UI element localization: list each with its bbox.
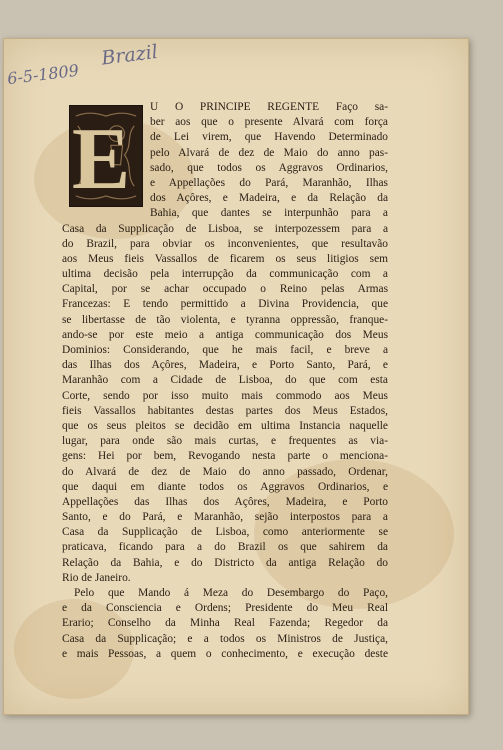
text-line: Bahia, que dantes se interpunhão para a (150, 207, 388, 220)
text-line: praticava, ficando para a do Brazil os que sahirem da (62, 541, 388, 554)
text-line: do Brazil, para obviar os inconvenientes, que resultavão (62, 237, 388, 250)
text-line: e da Consciencia e Ordens; Presidente do Meu Real (62, 602, 388, 615)
text-line: e Appellações do Pará, Maranhão, Ilhas (150, 176, 388, 189)
text-line: fieis Vassallos habitantes destas partes dos Meus Estados, (62, 404, 388, 417)
text-line: que daqui em diante todos os Aggravos Ordinarios, e (62, 480, 388, 493)
handwritten-date: 6-5-1809 (6, 60, 80, 89)
text-line: do Alvará de dez de Maio do anno passado, Ordenar, (62, 465, 388, 478)
text-line: Casa da Supplicação; e a todos os Ministros de Justiça, (62, 632, 388, 645)
text-line: ando-se por este meio a antiga communicação dos Meus (62, 328, 388, 341)
text-line: ultima decisão pela interrupção da communicação com a (62, 268, 388, 281)
handwritten-name: Brazil (100, 40, 160, 70)
text-line: Capital, por se achar occupado o Reino pelas Armas (62, 283, 388, 296)
text-line: das Ilhas dos Açôres, Madeira, e Porto Santo, Pará, e (62, 359, 388, 372)
text-line: ber aos que o presente Alvará com força (150, 116, 388, 129)
document-body (62, 100, 388, 662)
text-line: Maranhão com a Cidade de Lisboa, do que com esta (62, 374, 388, 387)
text-line: dos Açôres, e Madeira, e da Relação da (150, 192, 388, 205)
initial-letter: E (71, 110, 131, 206)
text-line: aos Meus fieis Vassallos de ficarem os seus litigios sem (62, 252, 388, 265)
text-line: que os seus pleitos se decidão em ultima Instancia naquelle (62, 419, 388, 432)
text-line: se libertasse de tão violenta, e tyranna oppressão, franque- (62, 313, 388, 326)
text-line: pelo Alvará de dez de Maio do anno pas- (150, 146, 388, 159)
text-line: Relação da Bahia, e do Districto da antiga Relação do (62, 556, 388, 569)
text-line: U O PRINCIPE REGENTE Faço sa- (150, 101, 388, 113)
text-line: de Lei virem, que Havendo Determinado (150, 131, 388, 144)
text-line: Casa da Supplicação de Lisboa, se interpozessem para a (62, 222, 388, 235)
text-line: Rio de Janeiro. (62, 571, 131, 584)
text-line: lugar, para onde são mais curtas, e frequentes as via- (62, 435, 388, 448)
text-line: Francezas: E tendo permittido a Divina Providencia, que (62, 298, 388, 311)
text-line: Pelo que Mando á Meza do Desembargo do Paço, (74, 587, 388, 599)
text-line: Appellações das Ilhas dos Açôres, Madeira, e Porto (62, 495, 388, 508)
text-line: sado, que todos os Aggravos Ordinarios, (150, 161, 388, 174)
text-line: gens: Hei por bem, Revogando nesta parte o menciona- (62, 450, 388, 463)
text-line: Santo, e do Pará, e Maranhão, sejão interpostos para a (62, 511, 388, 524)
text-line: Casa da Supplicação de Lisboa, como anteriormente se (62, 526, 388, 539)
text-line: Corte, sendo por isso muito mais commodo aos Meus (62, 389, 388, 402)
text-line: Erario; Conselho da Minha Real Fazenda; Regedor da (62, 617, 388, 630)
text-line: e mais Pessoas, a quem o conhecimento, e execução deste (62, 647, 388, 660)
text-line: Dominios: Considerando, que he mais facil, e breve a (62, 344, 388, 356)
